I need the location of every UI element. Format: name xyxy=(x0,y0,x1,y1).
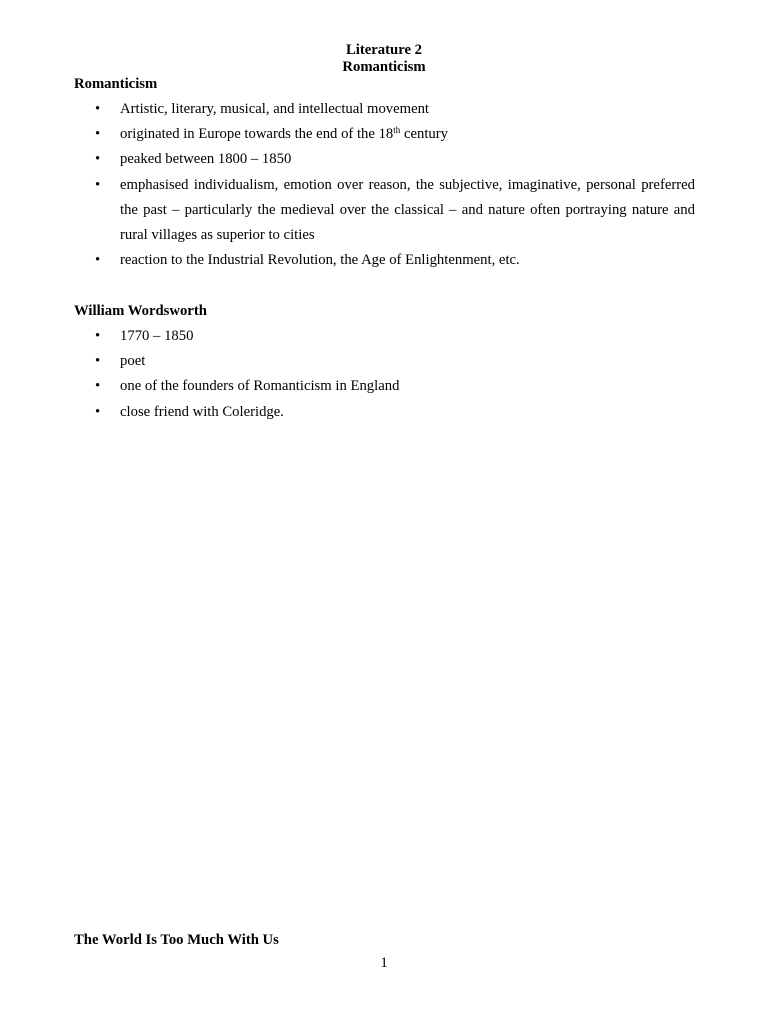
title-line-topic: Romanticism xyxy=(342,59,426,75)
bullet-icon: • xyxy=(95,378,101,395)
list-item xyxy=(74,147,695,172)
bullet-icon: • xyxy=(95,328,101,344)
bullet-text: originated in Europe towards the end of the 18 xyxy=(120,126,394,143)
list-item xyxy=(74,122,695,147)
bullet-icon: • xyxy=(95,151,101,168)
bullet-text: close friend with Coleridge. xyxy=(120,403,284,420)
document-title xyxy=(0,42,768,76)
ordinal-superscript: th xyxy=(393,125,401,136)
title-line-course: Literature 2 xyxy=(346,42,422,58)
wordsworth-bullet-list xyxy=(74,324,695,425)
next-section-heading: The World Is Too Much With Us xyxy=(74,932,279,948)
list-item xyxy=(74,349,695,374)
list-item xyxy=(74,324,695,349)
bullet-icon: • xyxy=(95,126,101,143)
romanticism-bullet-list xyxy=(74,97,695,273)
bullet-icon: • xyxy=(95,252,101,269)
bullet-text: poet xyxy=(120,353,146,370)
bullet-text: one of the founders of Romanticism in England xyxy=(120,378,400,395)
bullet-text: Artistic, literary, musical, and intellectual movement xyxy=(120,101,430,117)
bullet-icon: • xyxy=(95,353,101,370)
page-number: 1 xyxy=(380,955,388,971)
list-item xyxy=(74,374,695,399)
bullet-icon: • xyxy=(95,403,101,420)
bullet-text-suffix: century xyxy=(400,126,449,143)
section-heading-wordsworth: William Wordsworth xyxy=(74,303,207,319)
section-heading-romanticism: Romanticism xyxy=(74,76,158,92)
bullet-icon: • xyxy=(95,101,101,117)
list-item xyxy=(74,248,695,273)
bullet-text: peaked between 1800 – 1850 xyxy=(120,151,292,168)
list-item xyxy=(74,173,695,249)
bullet-icon: • xyxy=(95,176,101,193)
bullet-text: reaction to the Industrial Revolution, the Age of Enlightenment, etc. xyxy=(120,252,520,269)
list-item xyxy=(74,400,695,425)
list-item xyxy=(74,97,695,122)
bullet-text: 1770 – 1850 xyxy=(120,328,194,344)
bullet-text: emphasised individualism, emotion over reason, the subjective, imaginative, personal preferred the past – particularly the medieval over the classical – and nature often portraying nature and rural villages as superior to cities xyxy=(120,176,695,244)
